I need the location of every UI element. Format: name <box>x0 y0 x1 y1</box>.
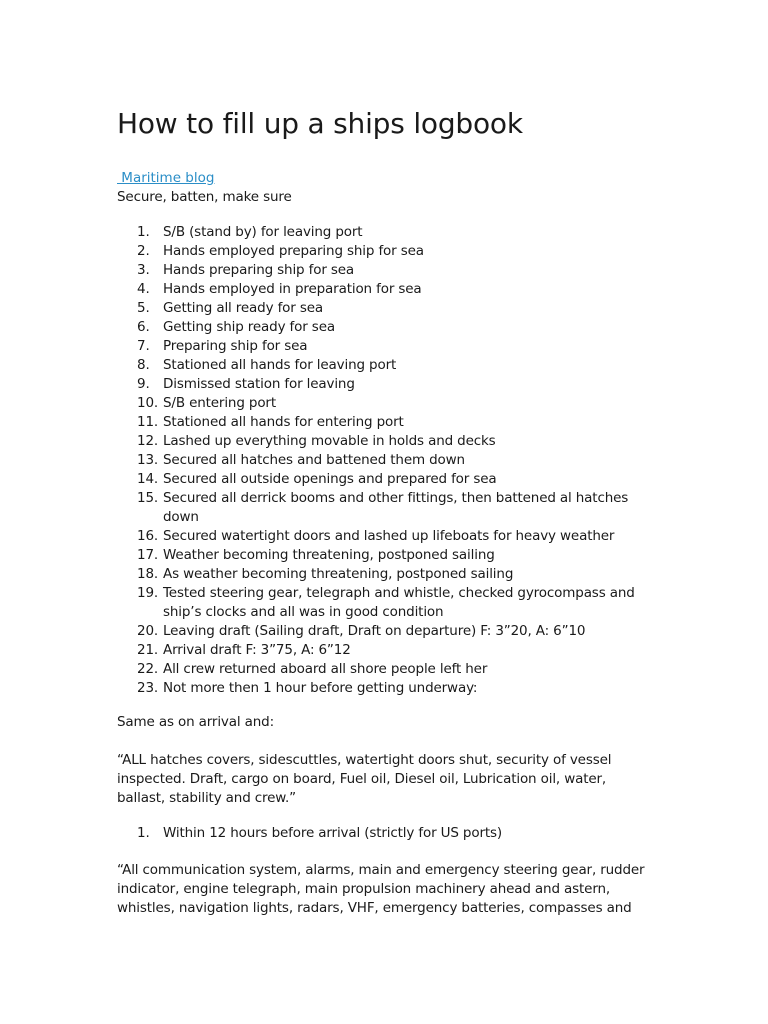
list-item-text: S/B entering port <box>163 395 276 411</box>
list-item-number: 14. <box>137 471 159 487</box>
list-item <box>117 660 637 679</box>
list-item-text: Not more then 1 hour before getting underway: <box>163 680 478 696</box>
list-item-number: 17. <box>137 547 159 563</box>
list-item-number: 6. <box>137 319 150 335</box>
list-item <box>117 337 637 356</box>
list-item-number: 19. <box>137 585 159 601</box>
list-item-text: Weather becoming threatening, postponed sailing <box>163 547 495 563</box>
maritime-blog-link[interactable]: Maritime blog <box>117 170 215 186</box>
list-item-number: 8. <box>137 357 150 373</box>
list-item-text: Secured all derrick booms and other fittings, then battened al hatches down <box>163 490 629 525</box>
list-item <box>117 527 637 546</box>
list-item <box>117 679 637 698</box>
list-item <box>117 622 637 641</box>
list-item-number: 23. <box>137 680 159 696</box>
list-item <box>117 413 637 432</box>
list-item-number: 21. <box>137 642 159 658</box>
list-item <box>117 546 637 565</box>
intro-text: Secure, batten, make sure <box>117 189 292 205</box>
list-item-number: 2. <box>137 243 150 259</box>
logbook-phrases-list <box>117 223 637 698</box>
list-item-number: 7. <box>137 338 150 354</box>
list-item-text: Within 12 hours before arrival (strictly for US ports) <box>163 825 503 841</box>
list-item-number: 18. <box>137 566 159 582</box>
list-item-text: Hands employed in preparation for sea <box>163 281 422 297</box>
list-item-text: S/B (stand by) for leaving port <box>163 224 363 240</box>
list-item-text: Secured all hatches and battened them down <box>163 452 465 468</box>
list-item-text: Hands employed preparing ship for sea <box>163 243 424 259</box>
list-item <box>117 641 637 660</box>
list-item <box>117 280 637 299</box>
list-item <box>117 299 637 318</box>
list-item <box>117 584 637 622</box>
list-item-number: 20. <box>137 623 159 639</box>
list-item <box>117 470 637 489</box>
list-item-text: Preparing ship for sea <box>163 338 308 354</box>
list-item <box>117 375 637 394</box>
list-item-text: Tested steering gear, telegraph and whistle, checked gyrocompass and ship’s clocks and all was in good condition <box>163 585 635 620</box>
list-item <box>117 261 637 280</box>
list-item-text: Stationed all hands for entering port <box>163 414 404 430</box>
list-item <box>117 489 637 527</box>
arrival-list <box>117 824 637 843</box>
list-item-number: 12. <box>137 433 159 449</box>
list-item <box>117 432 637 451</box>
list-item-number: 10. <box>137 395 159 411</box>
list-item <box>117 356 637 375</box>
list-item-number: 16. <box>137 528 159 544</box>
list-item <box>117 824 637 843</box>
list-item <box>117 394 637 413</box>
list-item <box>117 451 637 470</box>
list-item-text: Lashed up everything movable in holds and decks <box>163 433 496 449</box>
list-item <box>117 318 637 337</box>
list-item <box>117 223 637 242</box>
list-item-text: Getting ship ready for sea <box>163 319 335 335</box>
list-item-number: 11. <box>137 414 159 430</box>
arrival-quote-paragraph: “All communication system, alarms, main and emergency steering gear, rudder indicator, engine telegraph, main propulsion machinery ahead and astern, whistles, navigation lights, radars, VHF, emergency batteries, compasses and <box>117 862 645 916</box>
list-item <box>117 242 637 261</box>
list-item-number: 1. <box>137 224 150 240</box>
list-item-text: Secured watertight doors and lashed up lifeboats for heavy weather <box>163 528 615 544</box>
list-item-text: Getting all ready for sea <box>163 300 323 316</box>
list-item-text: Hands preparing ship for sea <box>163 262 355 278</box>
list-item <box>117 565 637 584</box>
list-item-number: 1. <box>137 825 150 841</box>
list-item-number: 15. <box>137 490 159 506</box>
departure-quote-paragraph: “ALL hatches covers, sidescuttles, watertight doors shut, security of vessel inspected. Draft, cargo on board, Fuel oil, Diesel oil, Lubrication oil, water, ballast, stability and crew.” <box>117 752 612 806</box>
list-item-text: Leaving draft (Sailing draft, Draft on departure) F: 3”20, A: 6”10 <box>163 623 586 639</box>
list-item-text: Dismissed station for leaving <box>163 376 355 392</box>
list-item-text: Arrival draft F: 3”75, A: 6”12 <box>163 642 351 658</box>
list-item-number: 3. <box>137 262 150 278</box>
list-item-text: All crew returned aboard all shore people left her <box>163 661 488 677</box>
list-item-number: 5. <box>137 300 150 316</box>
page-title: How to fill up a ships logbook <box>117 107 523 140</box>
list-item-number: 9. <box>137 376 150 392</box>
same-as-arrival-text: Same as on arrival and: <box>117 714 274 730</box>
list-item-number: 4. <box>137 281 150 297</box>
list-item-text: As weather becoming threatening, postponed sailing <box>163 566 514 582</box>
list-item-text: Stationed all hands for leaving port <box>163 357 397 373</box>
list-item-number: 13. <box>137 452 159 468</box>
list-item-text: Secured all outside openings and prepared for sea <box>163 471 497 487</box>
list-item-number: 22. <box>137 661 159 677</box>
